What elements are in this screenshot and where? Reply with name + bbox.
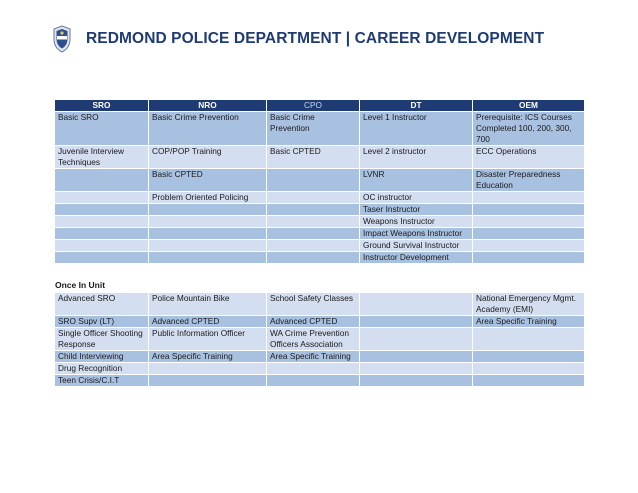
table-cell bbox=[55, 240, 149, 252]
table-cell: Area Specific Training bbox=[267, 351, 360, 363]
table-cell: WA Crime Prevention Officers Association bbox=[267, 328, 360, 351]
table-cell bbox=[473, 192, 585, 204]
table-cell: Area Specific Training bbox=[149, 351, 267, 363]
table-cell: Advanced SRO bbox=[55, 293, 149, 316]
table-cell bbox=[55, 192, 149, 204]
column-header-nro: NRO bbox=[149, 100, 267, 112]
table-row bbox=[55, 316, 585, 328]
table-cell: Advanced CPTED bbox=[149, 316, 267, 328]
table-cell: Basic CPTED bbox=[267, 146, 360, 169]
table-cell bbox=[55, 169, 149, 192]
table-cell: Public Information Officer bbox=[149, 328, 267, 351]
specialty-training-table bbox=[54, 99, 585, 264]
table-cell: COP/POP Training bbox=[149, 146, 267, 169]
table-cell bbox=[360, 328, 473, 351]
table-cell: Juvenile Interview Techniques bbox=[55, 146, 149, 169]
table-cell bbox=[360, 375, 473, 387]
table-cell: Drug Recognition bbox=[55, 363, 149, 375]
table-cell: Area Specific Training bbox=[473, 316, 585, 328]
table-row bbox=[55, 169, 585, 192]
table-cell bbox=[149, 204, 267, 216]
table-cell: Single Officer Shooting Response bbox=[55, 328, 149, 351]
table-row bbox=[55, 216, 585, 228]
table-cell bbox=[473, 252, 585, 264]
table-row bbox=[55, 375, 585, 387]
table-cell bbox=[149, 363, 267, 375]
table-cell: Weapons Instructor bbox=[360, 216, 473, 228]
table-cell bbox=[267, 216, 360, 228]
table-cell bbox=[55, 252, 149, 264]
table-cell: Basic CPTED bbox=[149, 169, 267, 192]
column-header-sro: SRO bbox=[55, 100, 149, 112]
table-cell bbox=[473, 240, 585, 252]
table-cell: School Safety Classes bbox=[267, 293, 360, 316]
table-cell bbox=[149, 228, 267, 240]
table-cell: Ground Survival Instructor bbox=[360, 240, 473, 252]
table-row bbox=[55, 351, 585, 363]
table-cell bbox=[267, 192, 360, 204]
once-in-unit-heading: Once In Unit bbox=[55, 280, 106, 290]
page-header bbox=[52, 24, 544, 54]
table-cell bbox=[473, 328, 585, 351]
table-cell bbox=[473, 216, 585, 228]
table-cell bbox=[267, 375, 360, 387]
table-cell bbox=[267, 240, 360, 252]
table-cell bbox=[360, 363, 473, 375]
table-cell: Basic Crime Prevention bbox=[267, 112, 360, 146]
once-in-unit-table bbox=[54, 292, 585, 387]
table-cell bbox=[473, 228, 585, 240]
table-cell bbox=[55, 204, 149, 216]
column-header-dt: DT bbox=[360, 100, 473, 112]
table-cell bbox=[149, 216, 267, 228]
table-cell: Level 1 Instructor bbox=[360, 112, 473, 146]
table-row bbox=[55, 363, 585, 375]
table-cell bbox=[360, 351, 473, 363]
table-cell: Disaster Preparedness Education bbox=[473, 169, 585, 192]
table-cell: OC instructor bbox=[360, 192, 473, 204]
table-cell bbox=[149, 240, 267, 252]
table-row bbox=[55, 204, 585, 216]
table-cell bbox=[149, 375, 267, 387]
table-cell: Basic Crime Prevention bbox=[149, 112, 267, 146]
table-cell: LVNR bbox=[360, 169, 473, 192]
table-cell: National Emergency Mgmt. Academy (EMI) bbox=[473, 293, 585, 316]
table-cell bbox=[267, 169, 360, 192]
table-cell bbox=[267, 363, 360, 375]
table-cell: Teen Crisis/C.I.T bbox=[55, 375, 149, 387]
table-header-row bbox=[55, 100, 585, 112]
table-cell: Child Interviewing bbox=[55, 351, 149, 363]
table-cell: SRO Supv (LT) bbox=[55, 316, 149, 328]
table-cell bbox=[267, 228, 360, 240]
column-header-oem: OEM bbox=[473, 100, 585, 112]
page-title: REDMOND POLICE DEPARTMENT | CAREER DEVELOPMENT bbox=[86, 30, 545, 47]
table-cell: Level 2 instructor bbox=[360, 146, 473, 169]
table-row bbox=[55, 228, 585, 240]
column-header-cpo: CPO bbox=[267, 100, 360, 112]
table-cell: Prerequisite: ICS Courses Completed 100, 200, 300, 700 bbox=[473, 112, 585, 146]
table-cell: Advanced CPTED bbox=[267, 316, 360, 328]
police-badge-icon bbox=[52, 25, 72, 53]
table-cell: ECC Operations bbox=[473, 146, 585, 169]
table-cell bbox=[267, 252, 360, 264]
table-row bbox=[55, 112, 585, 146]
table-cell bbox=[360, 316, 473, 328]
table-row bbox=[55, 328, 585, 351]
table-cell bbox=[55, 216, 149, 228]
table-cell bbox=[473, 375, 585, 387]
table-cell: Police Mountain Bike bbox=[149, 293, 267, 316]
table-cell: Basic SRO bbox=[55, 112, 149, 146]
table-cell bbox=[473, 351, 585, 363]
table-cell bbox=[149, 252, 267, 264]
table-cell bbox=[267, 204, 360, 216]
table-cell bbox=[473, 363, 585, 375]
table-cell bbox=[55, 228, 149, 240]
table-cell: Taser Instructor bbox=[360, 204, 473, 216]
table-cell: Impact Weapons Instructor bbox=[360, 228, 473, 240]
table-cell: Instructor Development bbox=[360, 252, 473, 264]
table-row bbox=[55, 192, 585, 204]
table-cell: Problem Oriented Policing bbox=[149, 192, 267, 204]
table-cell bbox=[473, 204, 585, 216]
table-row bbox=[55, 146, 585, 169]
table-cell bbox=[360, 293, 473, 316]
table-row bbox=[55, 293, 585, 316]
table-row bbox=[55, 240, 585, 252]
table-row bbox=[55, 252, 585, 264]
